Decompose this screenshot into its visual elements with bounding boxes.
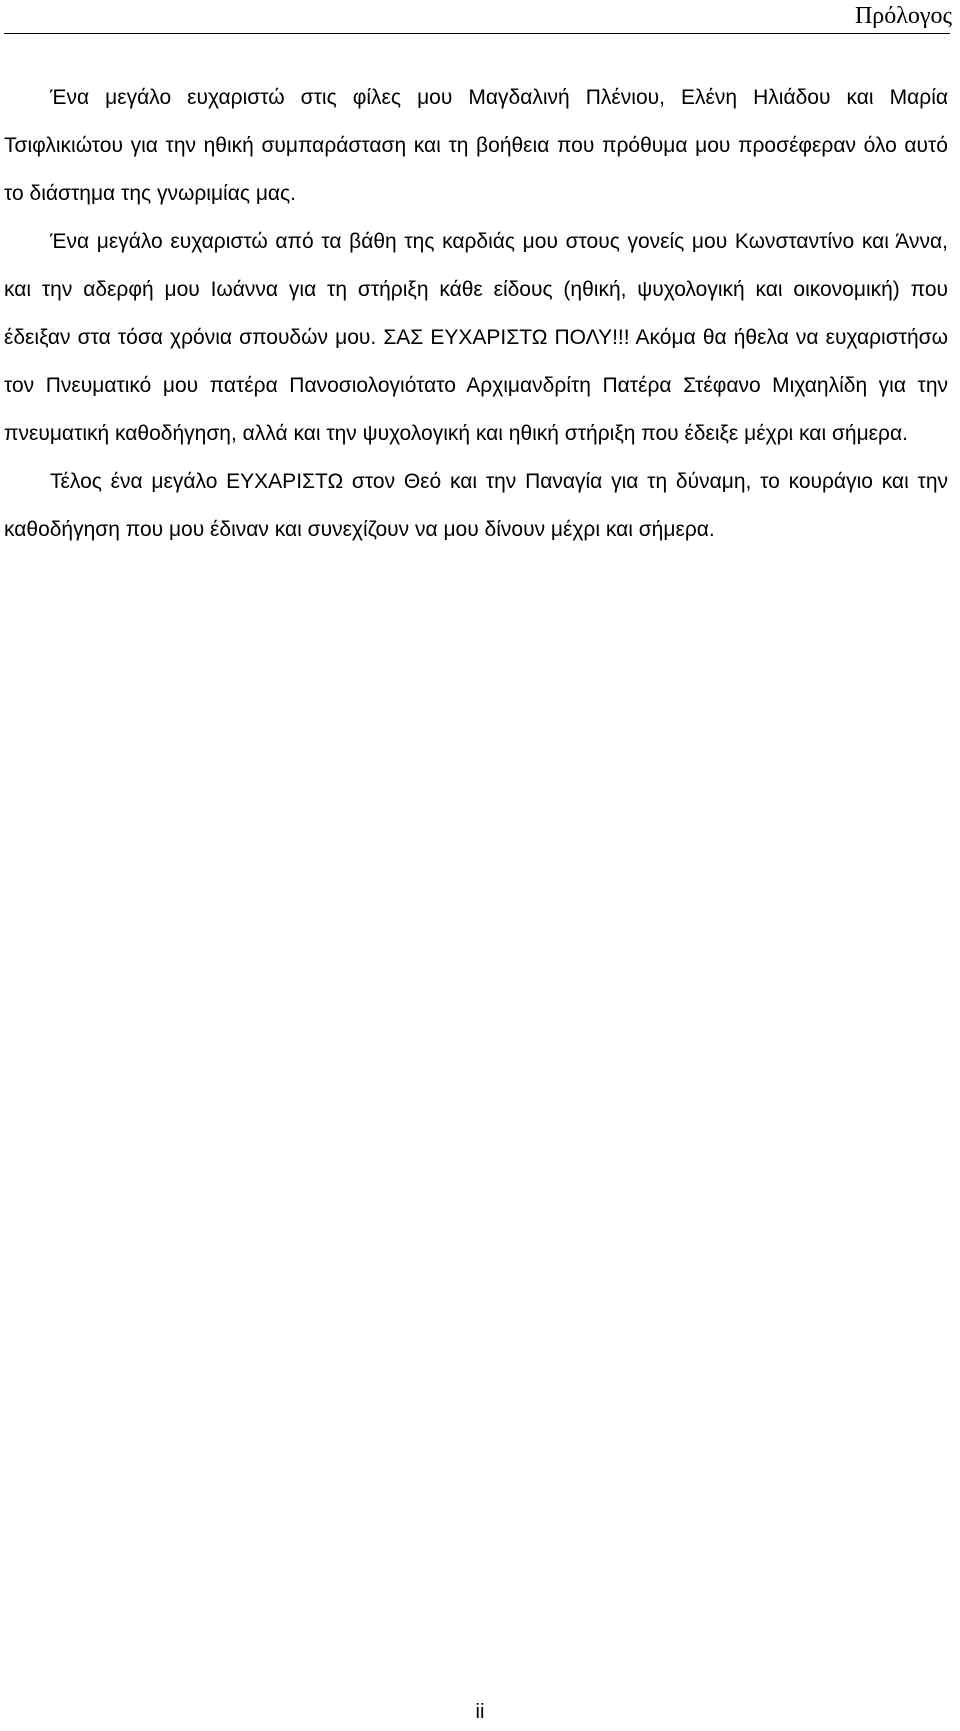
running-header-title: Πρόλογος xyxy=(854,3,952,29)
page-number: ii xyxy=(475,1701,485,1723)
paragraph-closing-thanks: Τέλος ένα μεγάλο ΕΥΧΑΡΙΣΤΩ στον Θεό και την Παναγία για τη δύναμη, το κουράγιο και την καθοδήγηση που μου έδιναν και συνεχίζουν να μου δίνουν μέχρι και σήμερα. xyxy=(4,470,948,541)
preface-body xyxy=(4,74,948,554)
header-divider xyxy=(4,33,950,34)
paragraph-friends-thanks: Ένα μεγάλο ευχαριστώ στις φίλες μου Μαγδαλινή Πλένιου, Ελένη Ηλιάδου και Μαρία Τσιφλικιώτου για την ηθική συμπαράσταση και τη βοήθεια που πρόθυμα μου προσέφεραν όλο αυτό το διάστημα της γνωριμίας μας. xyxy=(4,86,948,205)
paragraph-family-thanks: Ένα μεγάλο ευχαριστώ από τα βάθη της καρδιάς μου στους γονείς μου Κωνσταντίνο και Άννα, και την αδερφή μου Ιωάννα για τη στήριξη κάθε είδους (ηθική, ψυχολογική και οικονομική) που έδειξαν στα τόσα χρόνια σπουδών μου. ΣΑΣ ΕΥΧΑΡΙΣΤΩ ΠΟΛΥ!!! Ακόμα θα ήθελα να ευχαριστήσω τον Πνευματικό μου πατέρα Πανοσιολογιότατο Αρχιμανδρίτη Πατέρα Στέφανο Μιχαηλίδη για την πνευματική καθοδήγηση, αλλά και την ψυχολογική και ηθική στήριξη που έδειξε μέχρι και σήμερα. xyxy=(4,230,948,445)
